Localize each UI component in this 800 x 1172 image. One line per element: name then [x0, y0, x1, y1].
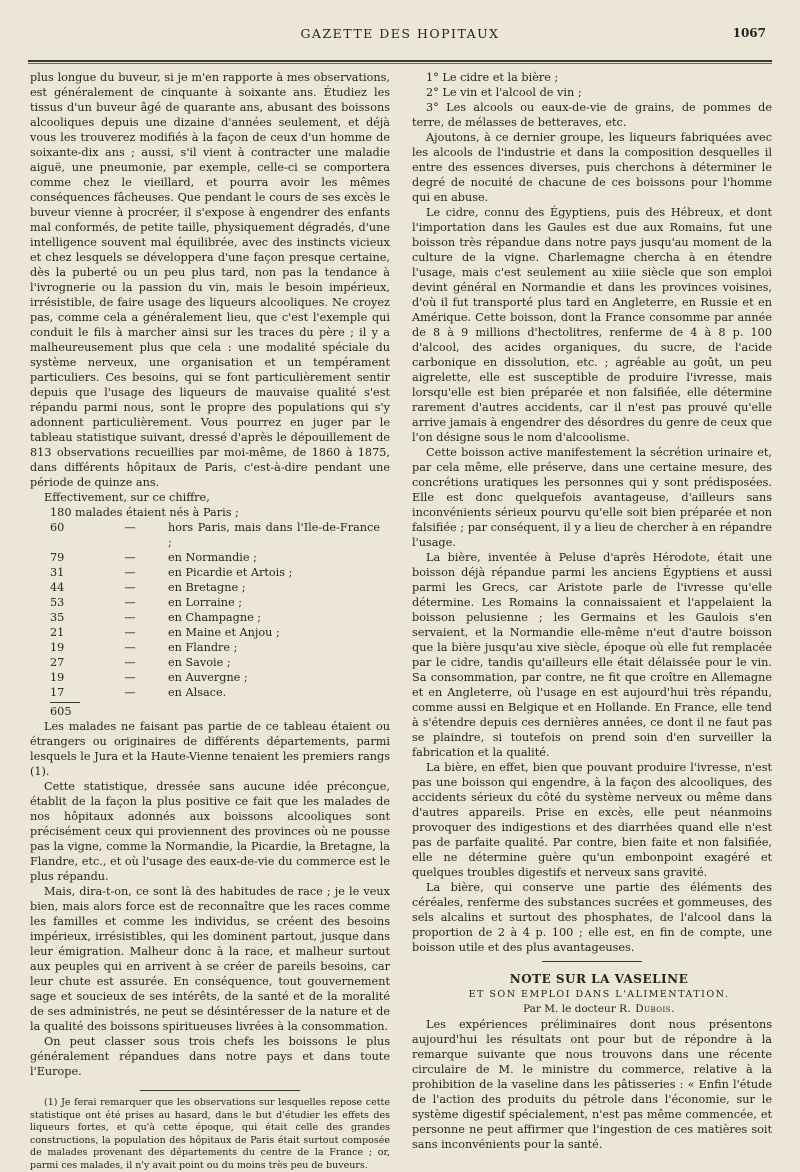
section-title: NOTE SUR LA VASELINE — [509, 972, 689, 986]
origin-table — [50, 520, 380, 700]
header-rule — [28, 60, 772, 62]
paragraph: Cette boisson active manifestement la sécrétion urinaire et, par cela même, elle préserve, dans une certaine mesure, des concrétions uratiques les personnes qui y sont prédisposées. Elle est donc quelquefois avantageuse, d'ailleurs sans inconvénients sérieux pourvu qu'elle soit bien préparée et non falsifiée ; par conséquent, il y a lieu de chercher à en répandre l'usage. — [412, 446, 772, 549]
paragraph: Mais, dira-t-on, ce sont là des habitudes de race ; je le veux bien, mais alors force est de reconnaître que les races comme les familles et comme les individus, se créent des besoins impérieux, irrésistibles, qui les dominent partout, jusque dans leur émigration. Malheur donc à la race, et malheur surtout aux peuples qui en arrivent à se créer de pareils besoins, car leur chute est assurée. En conséquence, tout gouvernement sage et soucieux de ses intérêts, de la santé et de la moralité de ses administrés, ne peut se désintéresser de la nature et de la qualité des boissons spiritueuses livrées à la consommation. — [30, 885, 390, 1033]
statistics-table — [30, 505, 390, 719]
table-row — [50, 640, 380, 655]
row-dash: — — [124, 641, 136, 654]
row-place: en Savoie ; — [168, 656, 231, 669]
paragraph: plus longue du buveur, si je m'en rapporte à mes observations, est généralement de cinquante à soixante ans. Étudiez les tissus d'un buveur âgé de quarante ans, abusant des boissons alcooliques depuis une dizaine d'années seulement, et déjà vous les trouverez modifiés à la façon de ceux d'un homme de soixante-dix ans ; aussi, s'il vient à contracter une maladie aiguë, une pneumonie, par exemple, celle-ci se comportera comme chez le vieillard, et pourra avoir les mêmes conséquences fâcheuses. Que pendant le cours de ses excès le buveur vienne à procréer, il s'expose à engendrer des enfants mal conformés, de petite taille, physiquement dégradés, d'une intelligence souvent mal équilibrée, avec des instincts vicieux et chez lesquels se développera d'une façon presque certaine, dès la puberté ou un peu plus tard, non pas la tendance à l'ivrognerie ou la passion du vin, mais le besoin impérieux, irrésistible, de faire usage des liqueurs alcooliques. Ne croyez pas, comme cela a généralement lieu, que c'est l'exemple qui conduit le fils à marcher ainsi sur les traces du père ; il y a malheureusement plus que cela : une modalité spéciale du système nerveux, une organisation et un tempérament particuliers. Ces besoins, qui se font particulièrement sentir depuis que l'usage des liqueurs de mauvaise qualité s'est répandu parmi nous, sont le propre des populations qui s'y adonnent particulièrement. Vous pourrez en juger par le tableau statistique suivant, dressé d'après le dépouillement de 813 observations recueillies par moi-même, de 1860 à 1875, dans différents hôpitaux de Paris, c'est-à-dire pendant une période de quinze ans. — [30, 71, 390, 489]
row-place: en Auvergne ; — [168, 671, 248, 684]
table-row — [50, 610, 380, 625]
section-subtitle: ET SON EMPLOI DANS L'ALIMENTATION. — [468, 989, 730, 1000]
paragraph: Les malades ne faisant pas partie de ce tableau étaient ou étrangers ou originaires de différents départements, parmi lesquels le Jura et la Haute-Vienne tenaient les premiers rangs (1). — [30, 720, 390, 778]
row-count: 44 — [50, 581, 65, 594]
table-row — [50, 655, 380, 670]
row-count: 35 — [50, 611, 65, 624]
row-dash: — — [124, 596, 136, 609]
row-dash: — — [124, 521, 136, 534]
row-count: 60 — [50, 521, 65, 534]
table-row — [50, 550, 380, 565]
table-total: 605 — [50, 705, 72, 718]
paragraph: Ajoutons, à ce dernier groupe, les liqueurs fabriquées avec les alcools de l'industrie et dans la composition desquelles il entre des essences diverses, puis cherchons à déterminer le degré de nocuité de chacune de ces boissons pour l'homme qui en abuse. — [412, 131, 772, 204]
row-count: 19 — [50, 671, 65, 684]
row-place: en Picardie et Artois ; — [168, 566, 293, 579]
row-count: 19 — [50, 641, 65, 654]
row-dash: — — [124, 671, 136, 684]
author-prefix: Par M. le docteur — [523, 1003, 616, 1015]
row-count: 31 — [50, 566, 65, 579]
row-dash: — — [124, 611, 136, 624]
row-dash: — — [124, 656, 136, 669]
author-name: R. Dubois. — [619, 1003, 675, 1015]
section-author — [412, 1002, 772, 1017]
row-place: en Maine et Anjou ; — [168, 626, 280, 639]
table-row — [50, 520, 380, 550]
row-count: 79 — [50, 551, 65, 564]
paragraph: Cette statistique, dressée sans aucune idée préconçue, établit de la façon la plus positive ce fait que les malades de nos hôpitaux adonnés aux boissons alcooliques sont précisément ceux qui proviennent des provinces où ne pousse pas la vigne, comme la Normandie, la Picardie, la Bretagne, la Flandre, etc., et où l'usage des eaux-de-vie du commerce est le plus répandu. — [30, 780, 390, 883]
list-item: 1° Le cidre et la bière ; — [426, 71, 559, 84]
table-row — [50, 595, 380, 610]
section-separator — [542, 961, 642, 962]
row-place: hors Paris, mais dans l'Ile-de-France ; — [168, 521, 380, 549]
paragraph: La bière, inventée à Peluse d'après Hérodote, était une boisson déjà répandue parmi les anciens Égyptiens et aussi parmi les Grecs, car Aristote parle de l'ivresse qu'elle détermine. Les Romains la connaissaient et l'appelaient la boisson pelusienne ; les Germains et les Gaulois s'en servaient, et la Normandie elle-même n'eut d'autre boisson que la bière jusqu'au xive siècle, époque où elle fut remplacée par le cidre, tandis qu'ailleurs elle était délaissée pour le vin. Sa consommation, par contre, ne fit que croître en Allemagne et en Angleterre, où l'usage en est aujourd'hui très répandu, comme aussi en Belgique et en Hollande. En France, elle tend à s'étendre depuis ces dernières années, ce dont il ne faut pas se plaindre, si toutefois on prend soin d'en surveiller la fabrication et la qualité. — [412, 551, 772, 759]
left-column — [30, 70, 390, 1172]
table-row — [50, 685, 380, 700]
table-intro: 180 malades étaient nés à Paris ; — [50, 506, 239, 519]
row-place: en Alsace. — [168, 686, 227, 699]
journal-title: GAZETTE DES HOPITAUX — [300, 26, 500, 41]
row-place: en Champagne ; — [168, 611, 262, 624]
row-dash: — — [124, 626, 136, 639]
paragraph: Effectivement, sur ce chiffre, — [44, 491, 210, 504]
page-number: 1067 — [732, 26, 766, 40]
paragraph: On peut classer sous trois chefs les boissons le plus généralement répandues dans notre pays et dans toute l'Europe. — [30, 1035, 390, 1078]
row-dash: — — [124, 686, 136, 699]
row-place: en Normandie ; — [168, 551, 257, 564]
total-rule — [50, 702, 80, 703]
list-item: 3° Les alcools ou eaux-de-vie de grains, de pommes de terre, de mélasses de betteraves, etc. — [412, 101, 772, 129]
row-count: 27 — [50, 656, 65, 669]
header-rule-thin — [28, 63, 772, 64]
paragraph: Les expériences préliminaires dont nous présentons aujourd'hui les résultats ont pour but de répondre à la remarque suivante que nous trouvons dans une récente circulaire de M. le ministre du commerce, relative à la prohibition de la vaseline dans les pâtisseries : « Enfin l'étude de l'action des produits du pétrole dans l'économie, sur le système digestif spécialement, n'est pas même commencée, et personne ne peut affirmer que l'ingestion de ces matières soit sans inconvénients pour la santé. — [412, 1018, 772, 1151]
table-row — [50, 625, 380, 640]
table-row — [50, 670, 380, 685]
page-header — [28, 22, 772, 52]
row-count: 53 — [50, 596, 65, 609]
footnote-rule — [140, 1090, 300, 1091]
paragraph: La bière, qui conserve une partie des éléments des céréales, renferme des substances sucrées et gommeuses, des sels alcalins et surtout des phosphates, de l'alcool dans la proportion de 2 à 4 p. 100 ; elle est, en fin de compte, une boisson utile et des plus avantageuses. — [412, 881, 772, 954]
row-place: en Flandre ; — [168, 641, 238, 654]
right-column — [412, 70, 772, 1152]
row-count: 17 — [50, 686, 65, 699]
row-count: 21 — [50, 626, 65, 639]
paragraph: Le cidre, connu des Égyptiens, puis des Hébreux, et dont l'importation dans les Gaules est due aux Romains, fut une boisson très répandue dans notre pays jusqu'au moment de la culture de la vigne. Charlemagne chercha à en étendre l'usage, mais c'est seulement au xiiie siècle que son emploi devint général en Normandie et dans les provinces voisines, d'où il fut transporté plus tard en Angleterre, en Russie et en Amérique. Cette boisson, dont la France consomme par année de 8 à 9 millions d'hectolitres, renferme de 4 à 8 p. 100 d'alcool, des acides organiques, du sucre, de l'acide carbonique en dissolution, etc. ; agréable au goût, un peu aigrelette, elle est susceptible de produire l'ivresse, mais lorsqu'elle est bien préparée et non falsifiée, elle détermine rarement d'autres accidents, car il n'est pas prouvé qu'elle arrive jamais à engendrer des désordres du genre de ceux que l'on désigne sous le nom d'alcoolisme. — [412, 206, 772, 444]
row-dash: — — [124, 581, 136, 594]
paragraph: La bière, en effet, bien que pouvant produire l'ivresse, n'est pas une boisson qui engendre, à la façon des alcooliques, des accidents sérieux du côté du système nerveux ou même dans d'autres appareils. Prise en excès, elle peut néanmoins provoquer des indigestions et des diarrhées quand elle n'est pas de parfaite qualité. Par contre, bien faite et non falsifiée, elle ne détermine guère qu'un embonpoint exagéré et quelques troubles digestifs et nerveux sans gravité. — [412, 761, 772, 879]
row-dash: — — [124, 566, 136, 579]
footnote: (1) Je ferai remarquer que les observations sur lesquelles repose cette statistique ont été prises au hasard, dans le but d'étudier les effets des liqueurs fortes, et qu'à cette époque, qui était celle des grandes constructions, la population des hôpitaux de Paris était surtout composée de malades provenant des départements du centre de la France ; or, parmi ces malades, il n'y avait point ou du moins très peu de buveurs. — [30, 1097, 390, 1171]
table-row — [50, 565, 380, 580]
list-item: 2° Le vin et l'alcool de vin ; — [426, 86, 582, 99]
row-place: en Bretagne ; — [168, 581, 246, 594]
table-row — [50, 580, 380, 595]
row-place: en Lorraine ; — [168, 596, 243, 609]
row-dash: — — [124, 551, 136, 564]
